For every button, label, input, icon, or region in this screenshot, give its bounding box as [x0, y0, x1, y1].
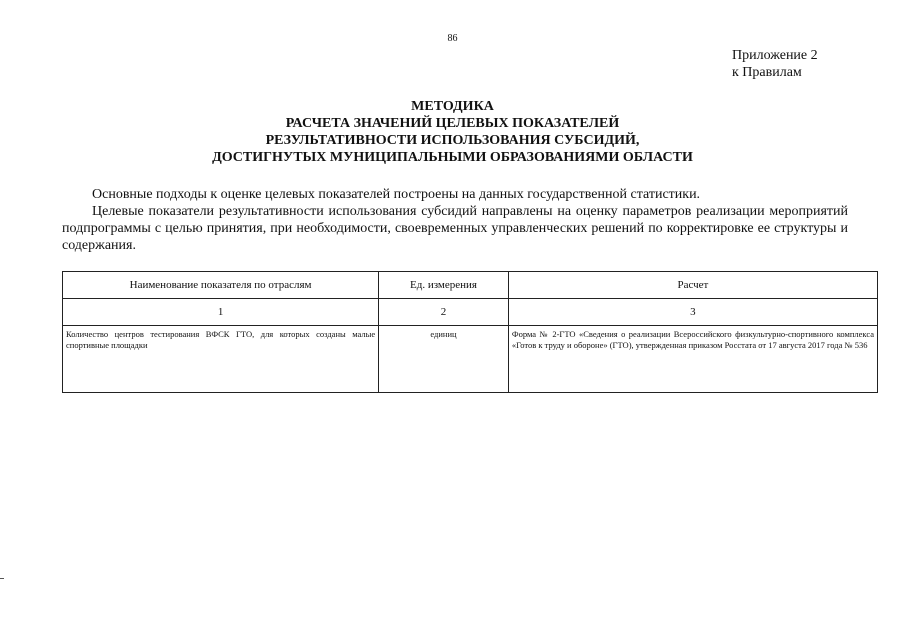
column-number-2: 2: [379, 299, 509, 326]
document-title: [0, 98, 905, 166]
scan-edge-mark: [0, 578, 4, 579]
title-line-3: РЕЗУЛЬТАТИВНОСТИ ИСПОЛЬЗОВАНИЯ СУБСИДИЙ,: [265, 133, 640, 148]
title-line-1: МЕТОДИКА: [411, 99, 494, 114]
appendix-note: [732, 47, 818, 81]
calculation-cell: Форма № 2-ГТО «Сведения о реализации Всероссийского физкультурно-спортивного комплекса «Готов к труду и обороне» (ГТО), утвержденная приказом Росстата от 17 августа 2017 года № 536: [508, 326, 877, 393]
table-row: [63, 326, 878, 393]
intro-paragraph-1: Основные подходы к оценке целевых показателей построены на данных государственной статистики.: [92, 187, 701, 202]
table-number-row: [63, 299, 878, 326]
title-line-4: ДОСТИГНУТЫХ МУНИЦИПАЛЬНЫМИ ОБРАЗОВАНИЯМИ ОБЛАСТИ: [212, 150, 693, 165]
table-header-row: [63, 272, 878, 299]
page-number: 86: [447, 33, 458, 44]
header-indicator: Наименование показателя по отраслям: [63, 272, 379, 299]
unit-cell: единиц: [379, 326, 509, 393]
header-calculation: Расчет: [508, 272, 877, 299]
header-unit: Ед. измерения: [379, 272, 509, 299]
intro-paragraph-2: Целевые показатели результативности использования субсидий направлены на оценку параметров реализации мероприятий подпрограммы с целью принятия, при необходимости, своевременных управленческих решений по корректировке ее структуры и содержания.: [62, 204, 848, 253]
appendix-line-1: Приложение 2: [732, 48, 818, 63]
indicator-cell: Количество центров тестирования ВФСК ГТО, для которых созданы малые спортивные площадки: [63, 326, 379, 393]
title-line-2: РАСЧЕТА ЗНАЧЕНИЙ ЦЕЛЕВЫХ ПОКАЗАТЕЛЕЙ: [285, 116, 620, 131]
column-number-1: 1: [63, 299, 379, 326]
appendix-line-2: к Правилам: [732, 65, 802, 80]
indicators-table: [62, 271, 878, 393]
intro-text: [62, 186, 848, 254]
column-number-3: 3: [508, 299, 877, 326]
